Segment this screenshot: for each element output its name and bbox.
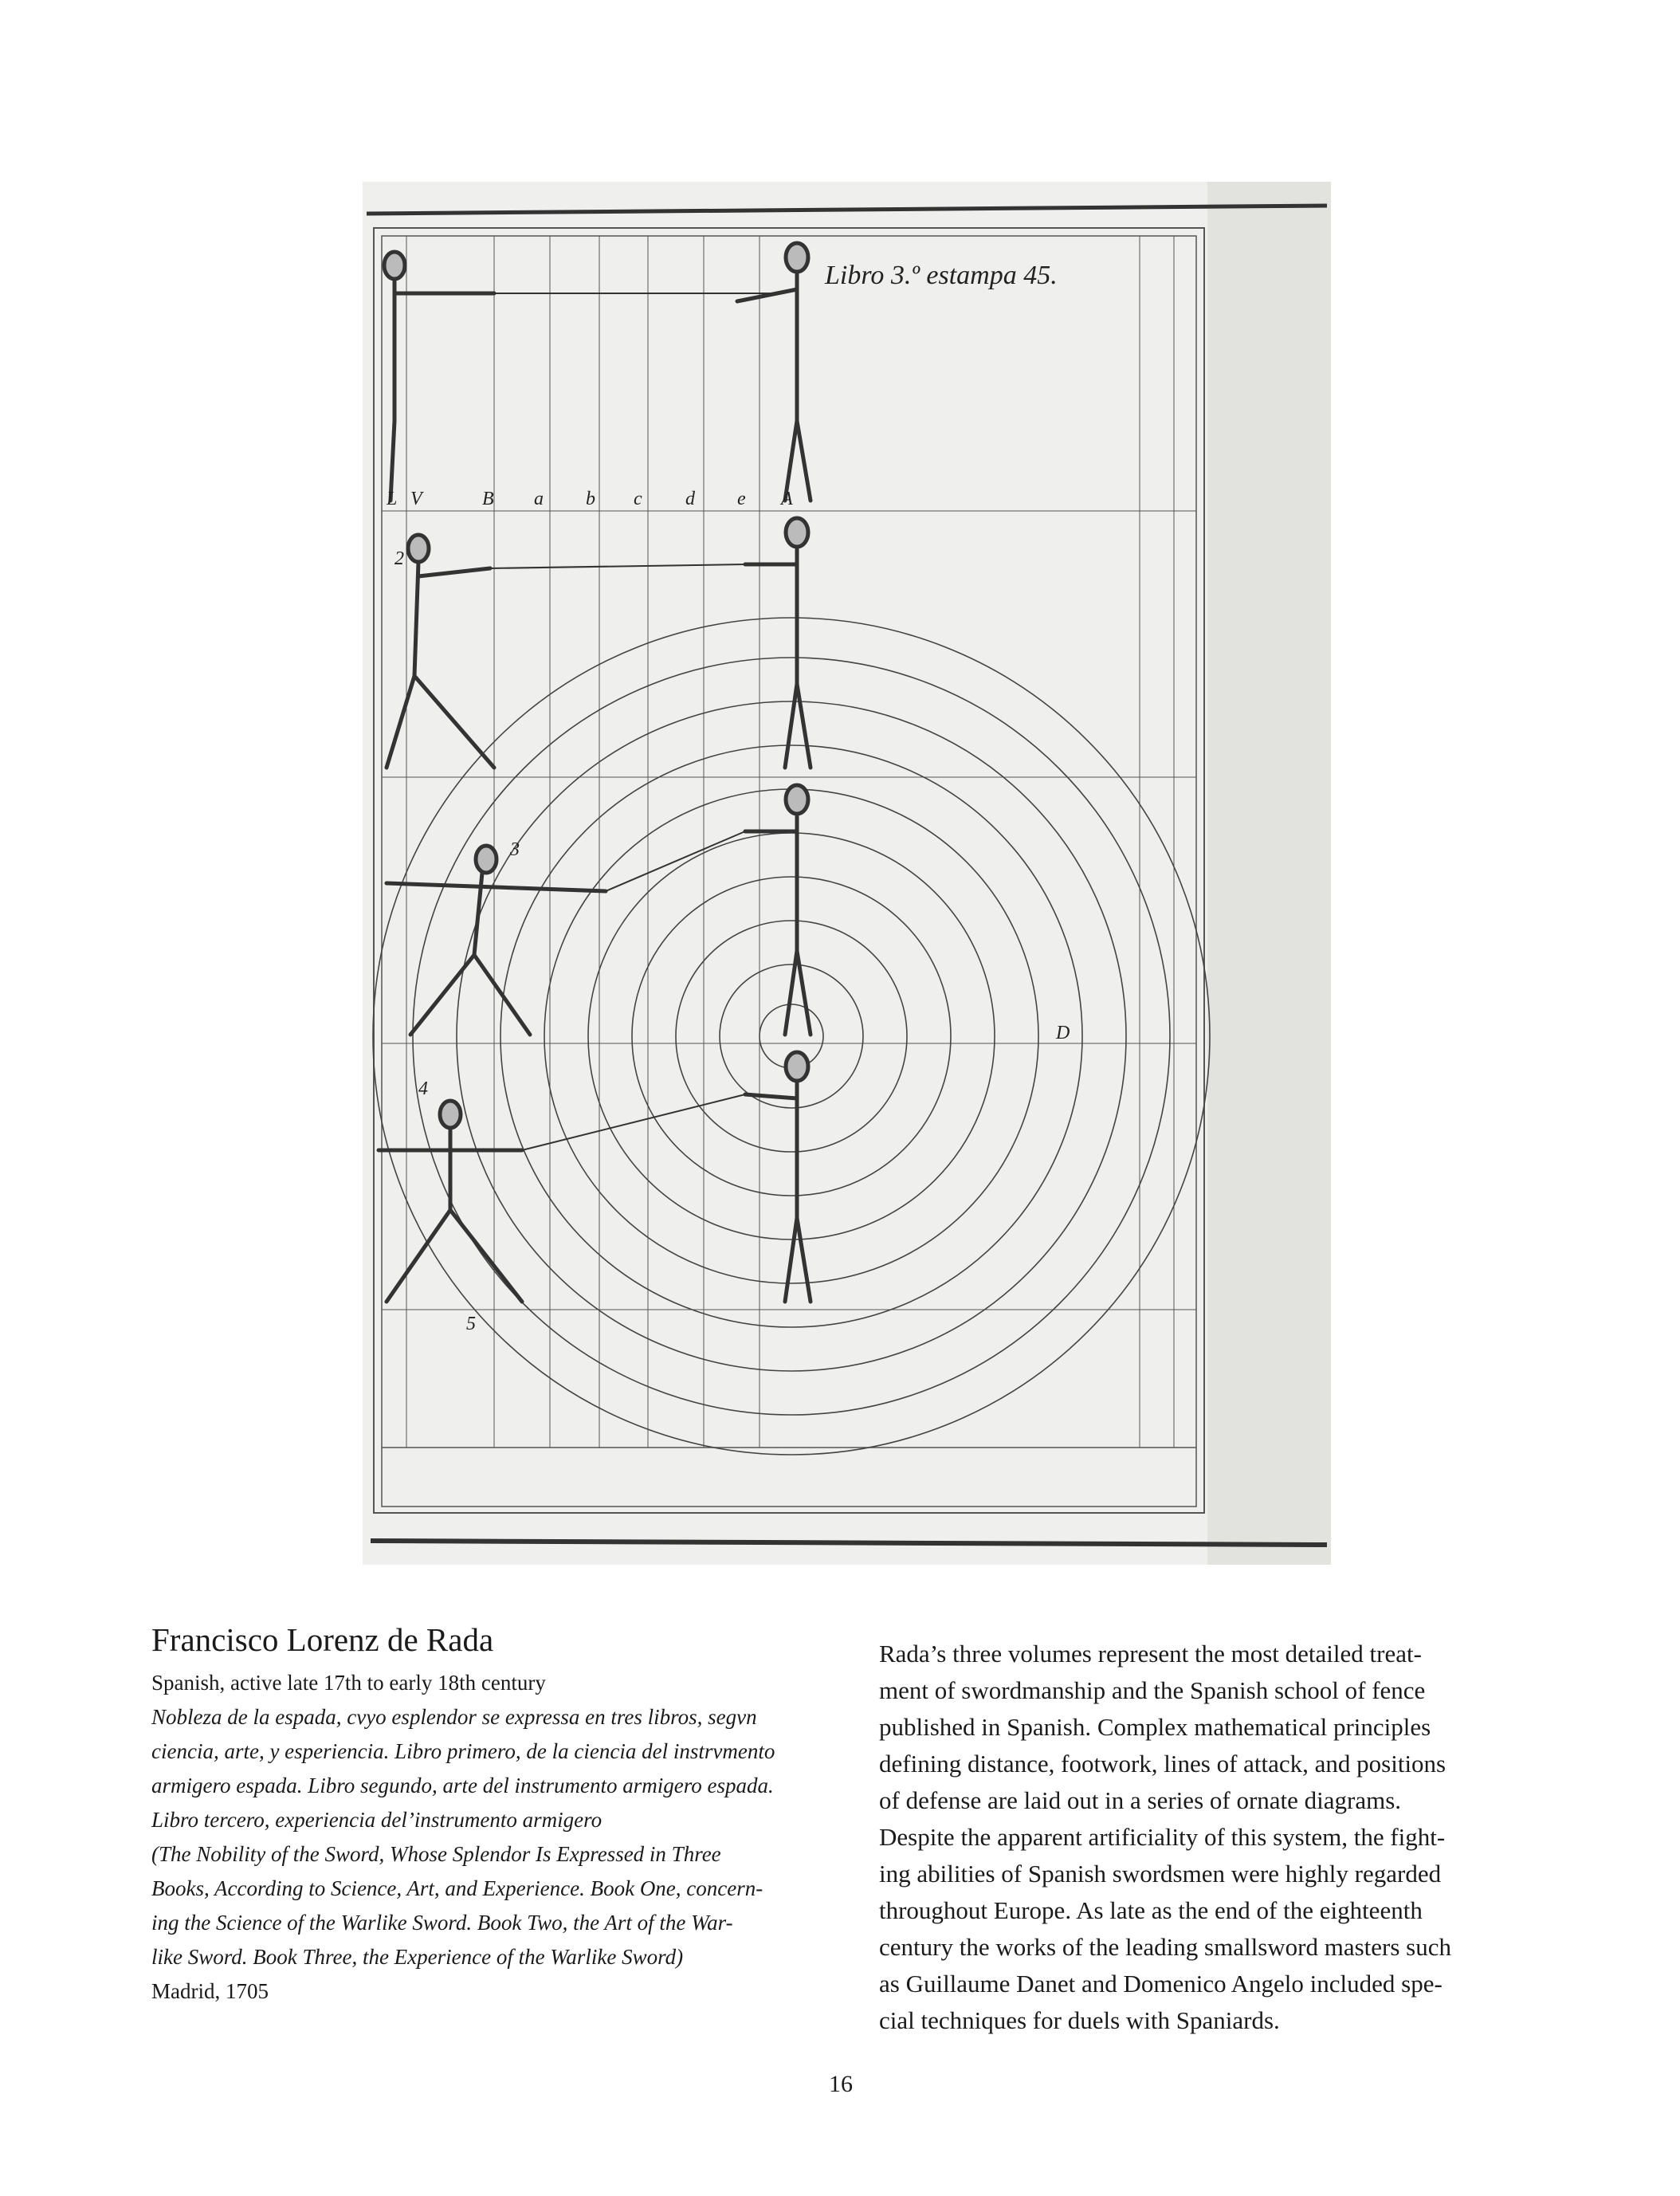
description-line: as Guillaume Danet and Domenico Angelo included spe- [879, 1970, 1443, 1998]
description-line: ing abilities of Spanish swordsmen were highly regarded [879, 1860, 1442, 1888]
book-title-line: Nobleza de la espada, cvyo esplendor se expressa en tres libros, segvn [151, 1705, 757, 1729]
label-V: V [410, 489, 422, 509]
label-c: c [634, 489, 642, 509]
label-d: d [685, 489, 695, 509]
description-line: throughout Europe. As late as the end of the eighteenth [879, 1896, 1423, 1924]
figure-number: 5 [466, 1314, 476, 1334]
description-line: Rada’s three volumes represent the most detailed treat- [879, 1640, 1422, 1668]
plate-caption: Libro 3.º estampa 45. [825, 261, 1058, 290]
description-line: published in Spanish. Complex mathematical principles [879, 1713, 1431, 1741]
description-line: Despite the apparent artificiality of this system, the fight- [879, 1823, 1446, 1851]
description-line: of defense are laid out in a series of ornate diagrams. [879, 1786, 1402, 1814]
label-e: e [737, 489, 746, 509]
figure-number: 4 [418, 1078, 428, 1099]
label-B: B [482, 489, 494, 509]
description-line: century the works of the leading smallsword masters such [879, 1933, 1451, 1961]
translation-line: like Sword. Book Three, the Experience of the Warlike Sword) [151, 1945, 684, 1969]
description-line: cial techniques for duels with Spaniards. [879, 2006, 1280, 2034]
figure-number: 3 [510, 839, 520, 860]
label-L: L [387, 489, 398, 509]
book-title-line: ciencia, arte, y esperiencia. Libro primero, de la ciencia del instrvmento [151, 1739, 775, 1763]
label-b: b [586, 489, 595, 509]
description-line: defining distance, footwork, lines of attack, and positions [879, 1750, 1446, 1778]
fencing-plate-illustration [363, 182, 1331, 1565]
catalog-entry [151, 1618, 837, 2009]
description-line: ment of swordmanship and the Spanish school of fence [879, 1676, 1426, 1704]
book-title-line: armigero espada. Libro segundo, arte del instrumento armigero espada. [151, 1774, 774, 1797]
page-number: 16 [829, 2071, 853, 2097]
book-title-line: Libro tercero, experiencia del’instrumento armigero [151, 1808, 603, 1832]
description [879, 1636, 1549, 2039]
artist-nationality: Spanish, active late 17th to early 18th century [151, 1671, 546, 1695]
figure-number: 2 [394, 548, 404, 569]
artist-name: Francisco Lorenz de Rada [151, 1621, 494, 1658]
label-A: A [781, 489, 793, 509]
label-a: a [534, 489, 544, 509]
translation-line: Books, According to Science, Art, and Experience. Book One, concern- [151, 1876, 763, 1900]
label-D: D [1056, 1023, 1070, 1043]
translation-line: ing the Science of the Warlike Sword. Book Two, the Art of the War- [151, 1911, 733, 1935]
place-date: Madrid, 1705 [151, 1979, 269, 2003]
translation-line: (The Nobility of the Sword, Whose Splendor Is Expressed in Three [151, 1842, 721, 1866]
